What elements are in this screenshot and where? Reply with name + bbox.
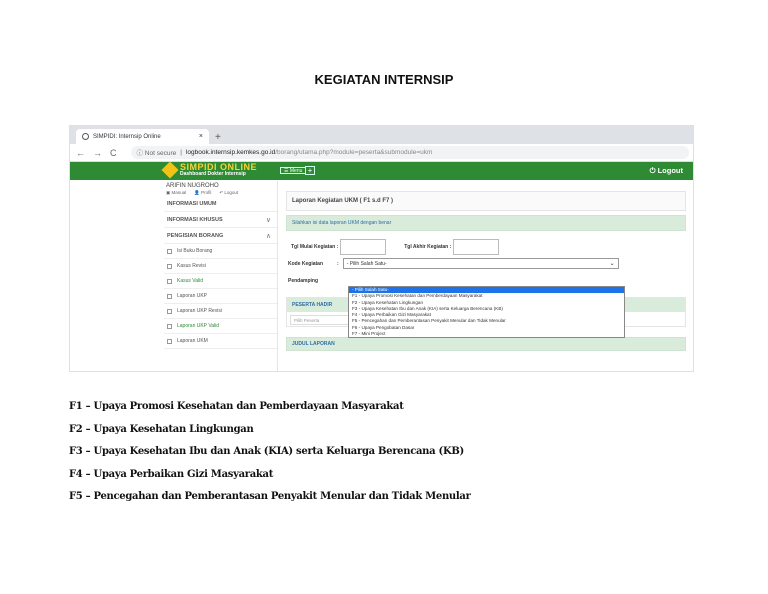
legend-item-f4: F4 – Upaya Perbaikan Gizi Masyarakat xyxy=(69,468,274,480)
peserta-heading: PESERTA HADIR xyxy=(287,298,685,312)
sidebar-section-informasi-umum[interactable] xyxy=(164,196,277,212)
sidebar-item-laporan-ukp[interactable] xyxy=(164,289,277,304)
sidebar-section-label: INFORMASI UMUM xyxy=(167,200,217,207)
chevron-up-icon: ∧ xyxy=(265,232,271,240)
tgl-akhir-input[interactable] xyxy=(453,239,499,255)
tab-close-icon[interactable]: × xyxy=(198,133,203,140)
sidebar-logout-link[interactable]: ↶ Logout xyxy=(219,190,239,195)
dropdown-option[interactable]: F3 - Upaya Kesehatan Ibu dan Anak (KIA) serta Keluarga Berencana (KB) xyxy=(352,305,503,311)
browser-tab-bar xyxy=(70,126,693,144)
address-bar xyxy=(70,144,693,162)
dropdown-option[interactable]: F1 - Upaya Promosi Kesehatan dan Pemberdayaan Masyarakat xyxy=(352,293,483,299)
dropdown-option[interactable]: - Pilih Salah Satu- xyxy=(349,287,624,293)
info-notice: Silahkan isi data laporan UKM dengan benar xyxy=(286,215,686,231)
square-icon xyxy=(167,294,172,299)
sidebar-item-label: Isi Buku Borang xyxy=(177,248,213,254)
square-icon xyxy=(167,309,172,314)
sidebar-item-laporan-ukp-revisi[interactable] xyxy=(164,304,277,319)
menu-button[interactable]: ☰ Menu xyxy=(280,167,306,174)
sidebar-section-label: INFORMASI KHUSUS xyxy=(167,216,223,223)
logo-title: SIMPIDI ONLINE xyxy=(180,162,258,172)
kode-label: Kode Kegiatan xyxy=(288,260,324,267)
back-icon[interactable]: ← xyxy=(76,147,85,158)
new-tab-button[interactable]: + xyxy=(215,132,221,143)
kode-dropdown-list[interactable] xyxy=(348,286,625,338)
main-panel xyxy=(286,181,686,372)
legend-item-f3: F3 – Upaya Kesehatan Ibu dan Anak (KIA) serta Keluarga Berencana (KB) xyxy=(69,446,464,457)
sidebar-item-label: Kasus Valid xyxy=(177,278,204,284)
dropdown-option[interactable]: F4 - Upaya Perbaikan Gizi Masyarakat xyxy=(352,312,431,318)
sidebar xyxy=(164,181,278,372)
sidebar-item-laporan-ukp-valid[interactable] xyxy=(164,319,277,334)
sidebar-item-label: Laporan UKP Revisi xyxy=(177,308,222,314)
date-row xyxy=(286,239,686,255)
kode-select-value: - Pilih Salah Satu- xyxy=(346,260,387,267)
dropdown-option[interactable]: F2 - Upaya Kesehatan Lingkungan xyxy=(352,299,423,305)
peserta-input[interactable]: Pilih Peserta xyxy=(290,315,352,325)
kode-row xyxy=(286,257,686,270)
panel-title: Laporan Kegiatan UKM ( F1 s.d F7 ) xyxy=(286,191,686,211)
tgl-mulai-label: Tgl Mulai Kegiatan : xyxy=(291,244,339,250)
document-title: KEGIATAN INTERNSIP xyxy=(314,72,454,87)
sidebar-item-label: Laporan UKP Valid xyxy=(177,323,220,329)
sidebar-item-kasus-valid[interactable] xyxy=(164,274,277,289)
sidebar-item-isi-buku-borang[interactable] xyxy=(164,244,277,259)
security-indicator[interactable]: ⓘ Not secure xyxy=(136,150,177,157)
reload-icon[interactable]: C xyxy=(110,147,117,158)
manual-link[interactable]: ▣ Manual xyxy=(166,190,187,195)
sidebar-item-label: Kasus Revisi xyxy=(177,263,206,269)
judul-laporan-heading: JUDUL LAPORAN xyxy=(286,337,686,351)
dropdown-option[interactable]: F6 - Upaya Pengobatan Dasar xyxy=(352,324,415,330)
kode-colon: : xyxy=(337,260,339,267)
chevron-down-icon: ∨ xyxy=(265,216,271,224)
url-path: /borang/utama.php?module=peserta&submodule=ukm xyxy=(275,149,433,156)
globe-icon xyxy=(82,133,89,140)
square-icon xyxy=(167,324,172,329)
app-logo[interactable] xyxy=(164,163,257,177)
app-content xyxy=(70,181,694,372)
legend-item-f2: F2 – Upaya Kesehatan Lingkungan xyxy=(69,423,254,435)
logo-mark-icon xyxy=(162,162,179,179)
url-host: logbook.internsip.kemkes.go.id xyxy=(185,149,276,156)
sidebar-item-label: Laporan UKP xyxy=(177,293,208,299)
legend-item-f1: F1 – Upaya Promosi Kesehatan dan Pemberdayaan Masyarakat xyxy=(69,401,404,412)
legend-item-f5: F5 – Pencegahan dan Pemberantasan Penyakit Menular dan Tidak Menular xyxy=(69,491,471,502)
sidebar-item-label: Laporan UKM xyxy=(177,338,208,344)
url-field[interactable] xyxy=(131,146,690,159)
logout-button[interactable]: ⏻ Logout xyxy=(649,166,683,175)
sidebar-item-kasus-revisi[interactable] xyxy=(164,259,277,274)
sidebar-section-pengisian-borang[interactable] xyxy=(164,228,277,244)
user-name: ARIFIN NUGROHO xyxy=(166,183,219,189)
logo-subtitle: Dashboard Dokter Internsip xyxy=(180,171,246,177)
kode-select[interactable] xyxy=(343,258,619,269)
tab-title: SIMPIDI: Internsip Online xyxy=(93,133,161,140)
forward-icon[interactable]: → xyxy=(93,147,102,158)
sidebar-section-label: PENGISIAN BORANG xyxy=(167,232,224,239)
tgl-mulai-input[interactable] xyxy=(340,239,386,255)
square-icon xyxy=(167,279,172,284)
url-separator: | xyxy=(180,149,182,156)
add-button[interactable]: + xyxy=(305,166,315,175)
sidebar-section-informasi-khusus[interactable] xyxy=(164,212,277,228)
app-header xyxy=(70,162,693,180)
pendamping-label: Pendamping xyxy=(288,278,319,284)
tgl-akhir-label: Tgl Akhir Kegiatan : xyxy=(404,244,452,250)
dropdown-option[interactable]: F7 - Mini Project xyxy=(352,331,386,337)
sidebar-item-laporan-ukm[interactable] xyxy=(164,334,277,349)
browser-screenshot xyxy=(69,125,694,372)
square-icon xyxy=(167,249,172,254)
dropdown-option[interactable]: F5 - Pencegahan dan Pemberantasan Penyakit Menular dan Tidak Menular xyxy=(352,318,506,324)
kode-legend xyxy=(69,400,729,513)
profile-link[interactable]: 👤 Profil xyxy=(194,190,212,195)
browser-tab[interactable] xyxy=(76,129,209,144)
square-icon xyxy=(167,339,172,344)
square-icon xyxy=(167,264,172,269)
chevron-down-icon: ⌄ xyxy=(609,261,615,267)
